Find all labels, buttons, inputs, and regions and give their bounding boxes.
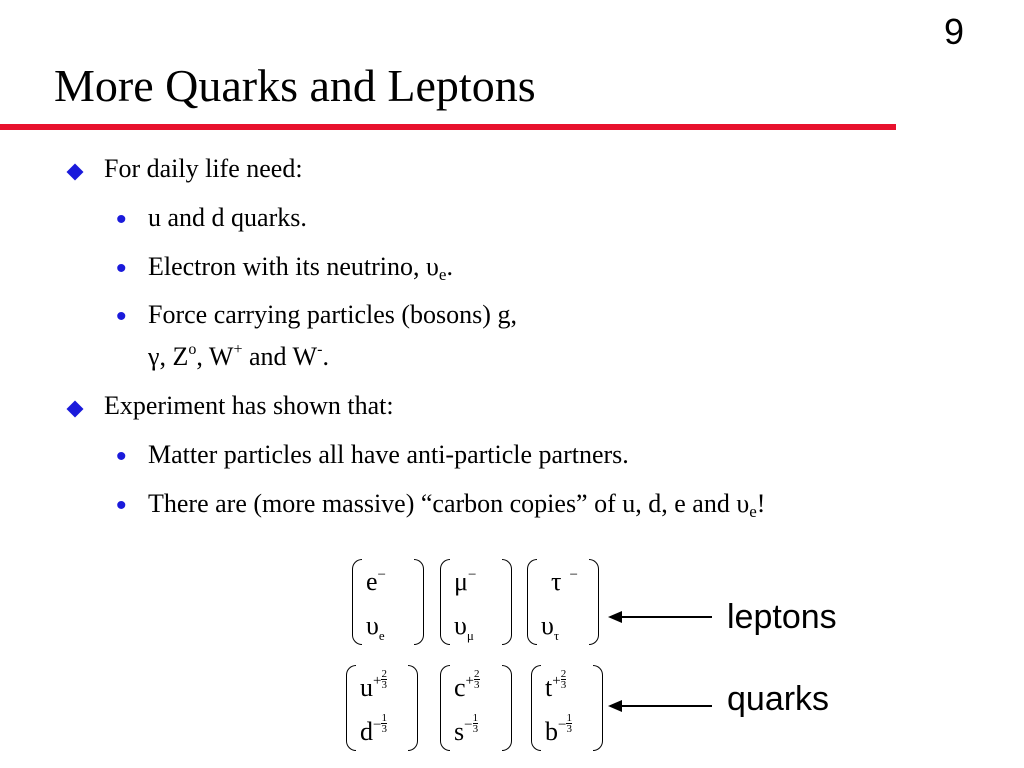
symbol: μ: [454, 567, 468, 596]
bullet-daily-life: For daily life need:: [104, 154, 303, 183]
bullet-experiment: Experiment has shown that:: [104, 391, 394, 420]
slide-title: More Quarks and Leptons: [54, 60, 536, 111]
left-paren: [346, 665, 356, 751]
lepton-doublet-3: [527, 559, 599, 651]
text: , W: [196, 342, 234, 371]
charge-fraction: [381, 669, 387, 690]
charge: −: [569, 567, 578, 583]
numerator: 1: [566, 712, 572, 724]
symbol: c: [454, 673, 466, 702]
symbol: d: [360, 717, 373, 746]
bullet-bosons-list: [148, 340, 329, 378]
right-paren: [593, 665, 603, 751]
numerator: 2: [474, 668, 480, 680]
electron-neutrino: [366, 613, 385, 643]
denominator: 3: [566, 723, 572, 735]
down-quark: [360, 712, 387, 749]
left-paren: [440, 665, 450, 751]
text: and W: [242, 342, 318, 371]
tau-neutrino: [541, 613, 559, 643]
subscript: e: [749, 502, 757, 521]
quarks-arrow-line: [620, 705, 712, 707]
quarks-label: quarks: [727, 680, 830, 718]
lepton-doublet-1: [352, 559, 424, 651]
superscript: +: [233, 341, 243, 358]
electron: [366, 569, 386, 599]
flavor: μ: [466, 628, 474, 643]
quark-doublet-1: [346, 665, 418, 757]
left-paren: [440, 559, 450, 645]
left-paren: [352, 559, 362, 645]
dot-bullet-icon: •: [116, 300, 127, 333]
quark-doublet-2: [440, 665, 512, 757]
up-quark: [360, 668, 387, 705]
denominator: 3: [560, 679, 567, 691]
symbol: τ: [551, 567, 562, 596]
symbol: b: [545, 717, 558, 746]
numerator: 2: [560, 668, 567, 680]
dot-bullet-icon: •: [116, 440, 127, 473]
right-paren: [589, 559, 599, 645]
charge: −: [377, 567, 387, 583]
charge-fraction: [473, 713, 479, 734]
lepton-doublet-2: [440, 559, 512, 651]
charge-sign: +: [552, 673, 561, 689]
denominator: 3: [472, 723, 479, 735]
diamond-bullet-icon: [67, 164, 84, 181]
text: Electron with its neutrino,: [148, 252, 427, 281]
particle-table: [0, 545, 1024, 768]
numerator: 2: [381, 668, 387, 680]
symbol: υ: [541, 611, 554, 640]
numerator: 1: [472, 712, 479, 724]
charge-sign: −: [558, 717, 567, 733]
symbol: υ: [366, 611, 379, 640]
slide-number: 9: [943, 11, 964, 52]
left-paren: [527, 559, 537, 645]
tau: [551, 569, 578, 599]
muon: [454, 569, 476, 599]
text: There are (more massive) “carbon copies” of u, d, e and: [148, 489, 737, 518]
charge-fraction: [566, 713, 572, 734]
flavor: e: [378, 628, 385, 643]
denominator: 3: [381, 679, 387, 691]
text: !: [756, 489, 766, 518]
charge: −: [467, 567, 477, 583]
bullet-electron-neutrino: [148, 250, 453, 287]
charge-sign: −: [464, 717, 473, 733]
left-paren: [531, 665, 541, 751]
charge-fraction: [474, 669, 480, 690]
symbol: s: [454, 717, 465, 746]
leptons-arrow-line: [620, 616, 712, 618]
quarks-arrow-head-icon: [608, 700, 622, 712]
quark-doublet-3: [531, 665, 603, 757]
top-quark: [545, 668, 567, 705]
leptons-arrow-head-icon: [608, 611, 622, 623]
dot-bullet-icon: •: [116, 203, 127, 236]
text: .: [446, 252, 453, 281]
symbol: u: [360, 673, 373, 702]
right-paren: [408, 665, 418, 751]
charge-sign: −: [373, 717, 382, 733]
superscript: o: [188, 341, 197, 358]
muon-neutrino: [454, 613, 474, 643]
charge-sign: +: [373, 673, 382, 689]
subscript: e: [438, 265, 447, 284]
charge-fraction: [381, 713, 387, 734]
bottom-quark: [545, 712, 572, 749]
flavor: τ: [553, 628, 560, 643]
symbol: t: [545, 673, 553, 702]
strange-quark: [454, 712, 479, 749]
leptons-label: leptons: [727, 598, 837, 636]
charge-sign: +: [465, 673, 475, 689]
text: .: [322, 342, 329, 371]
superscript: -: [317, 341, 323, 358]
bullet-force-carrying: Force carrying particles (bosons) g,: [148, 300, 517, 329]
diamond-bullet-icon: [67, 401, 84, 418]
bullet-anti-particles: Matter particles all have anti-particle partners.: [148, 440, 629, 469]
right-paren: [502, 665, 512, 751]
right-paren: [414, 559, 424, 645]
charm-quark: [454, 668, 480, 705]
right-paren: [502, 559, 512, 645]
bullet-u-d-quarks: u and d quarks.: [148, 203, 307, 232]
symbol: e: [366, 567, 378, 596]
symbol: υ: [454, 611, 467, 640]
numerator: 1: [381, 712, 387, 724]
text: γ, Z: [148, 342, 189, 371]
denominator: 3: [381, 723, 387, 735]
title-underline: [0, 124, 896, 130]
dot-bullet-icon: •: [116, 489, 127, 522]
dot-bullet-icon: •: [116, 252, 127, 285]
nu-symbol: υ: [736, 489, 750, 518]
denominator: 3: [474, 679, 480, 691]
nu-symbol: υ: [426, 252, 439, 281]
bullet-carbon-copies: [148, 487, 765, 524]
charge-fraction: [561, 669, 567, 690]
